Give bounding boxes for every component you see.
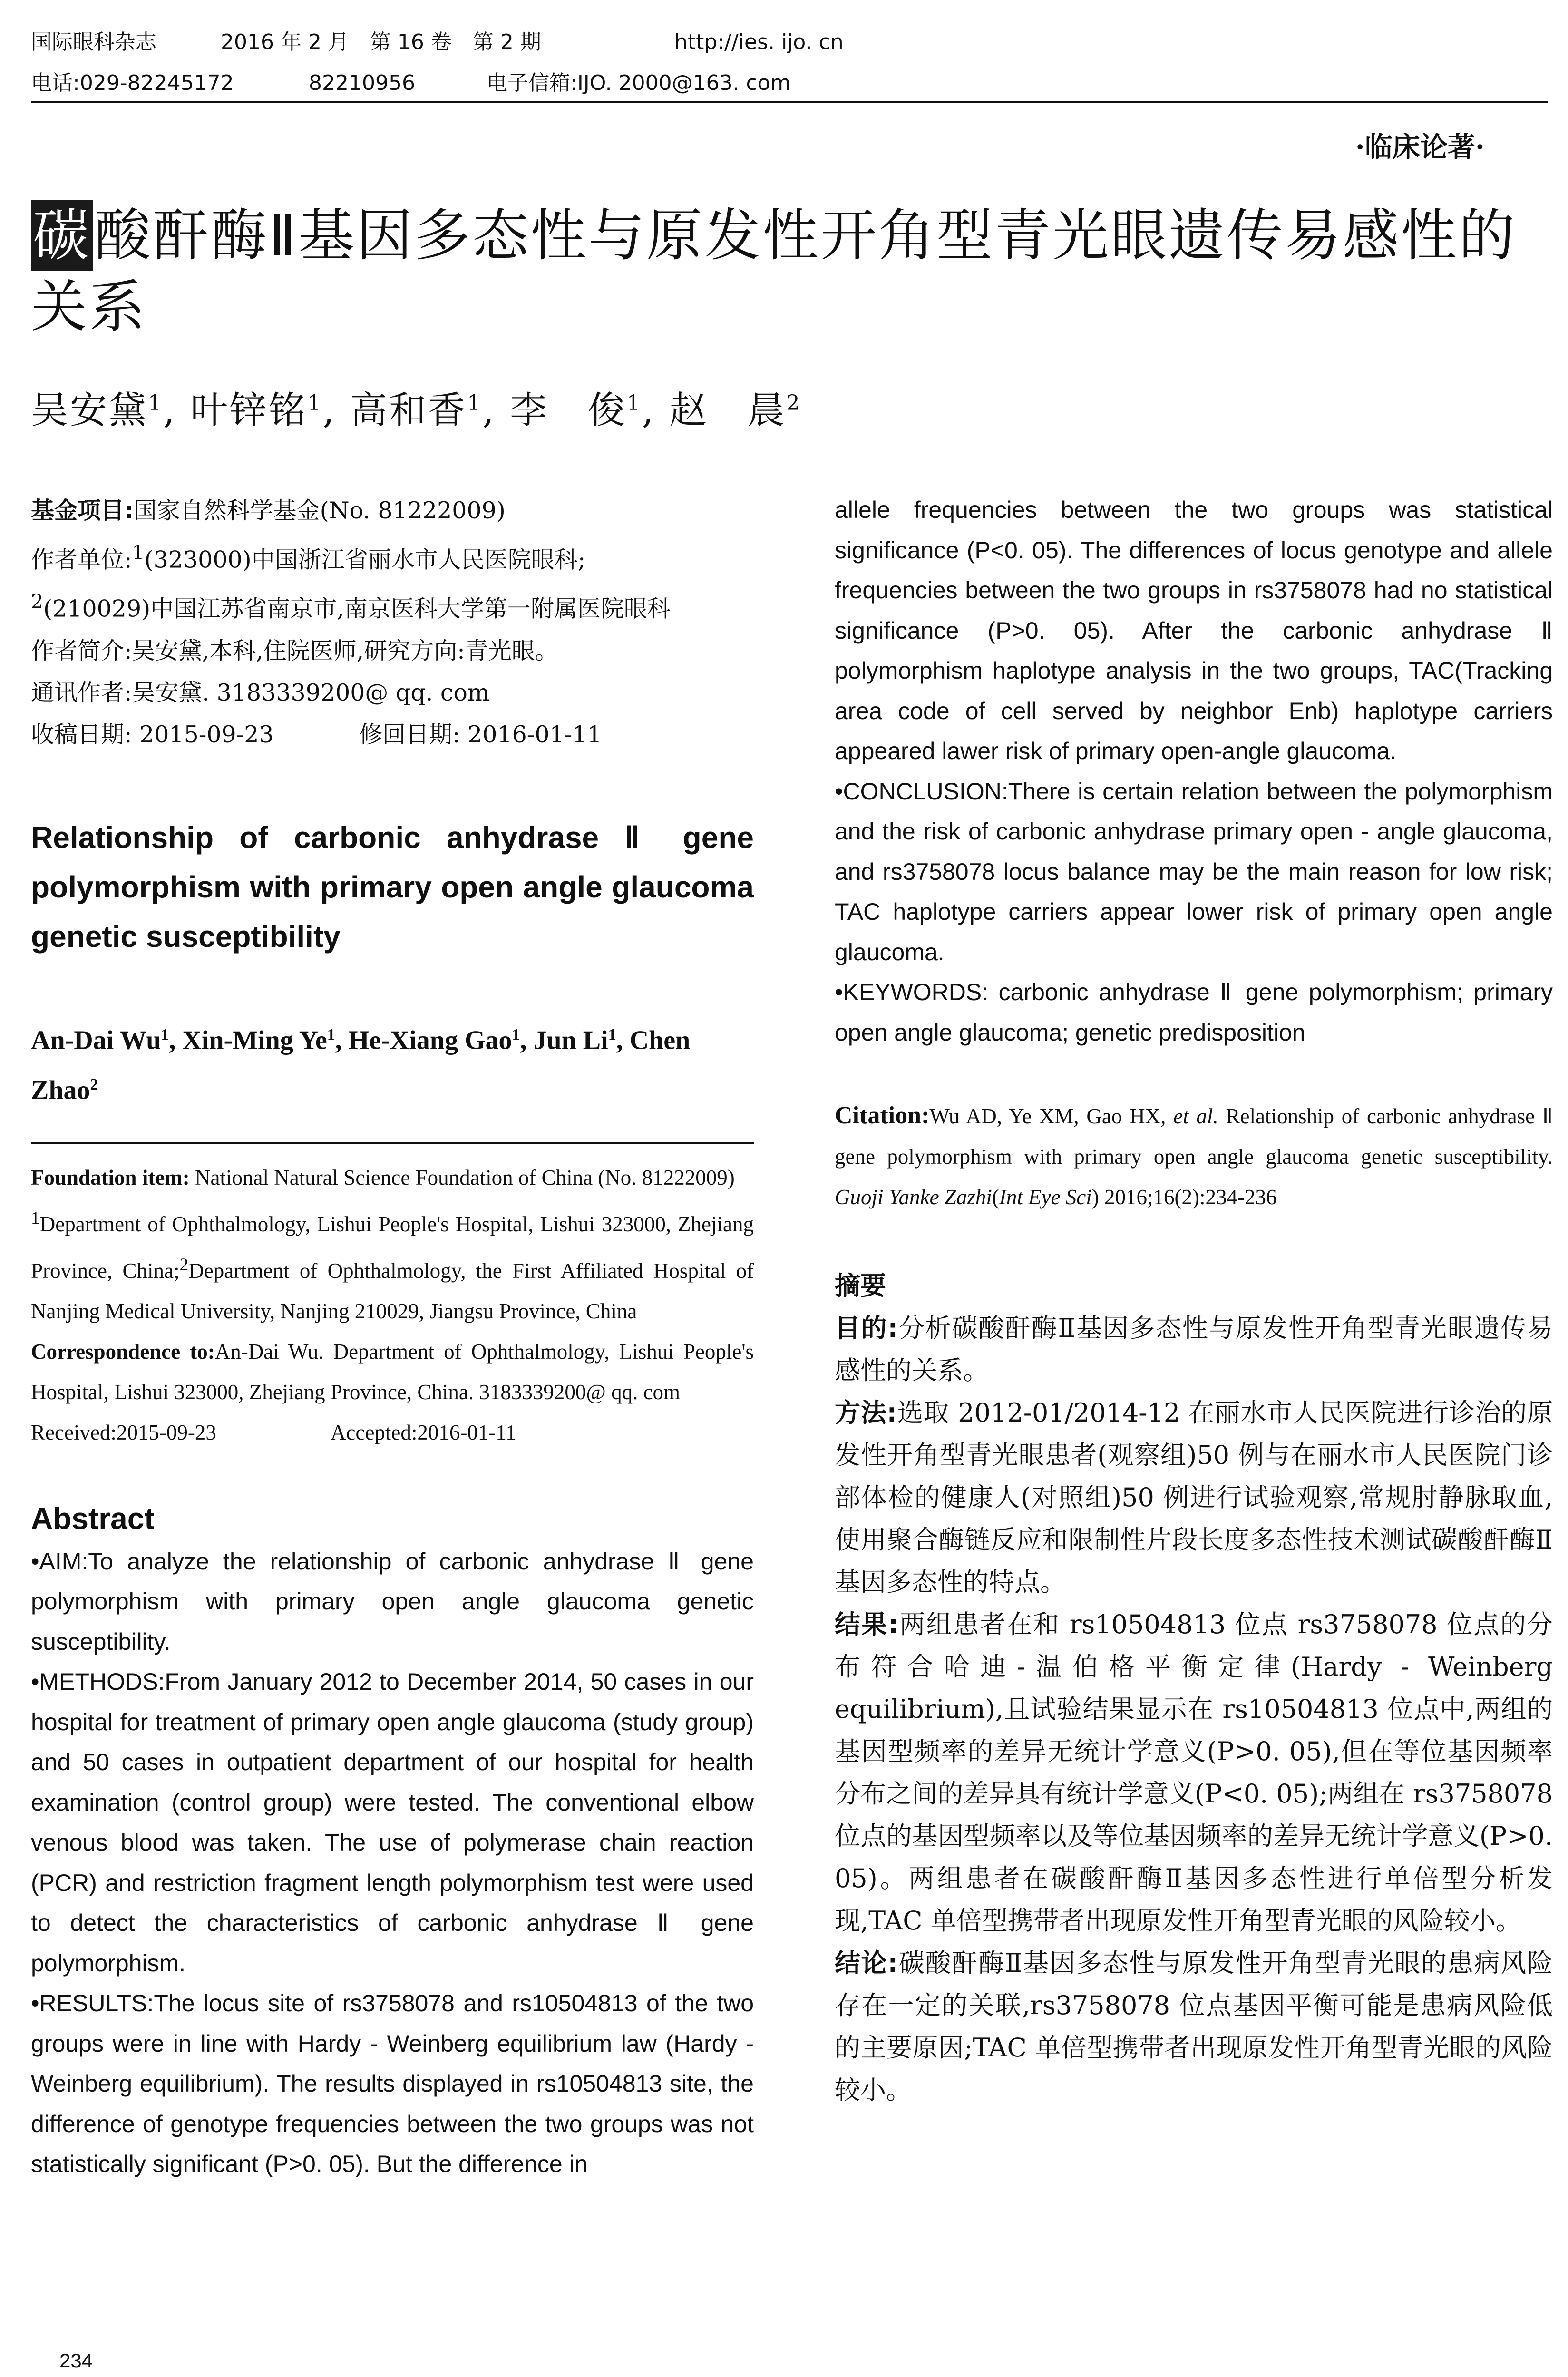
abstract-body-en (31, 1541, 754, 2184)
correspondence-en (31, 1332, 754, 1413)
phone: 电话:029-82245172 (31, 71, 234, 95)
running-header-line2 (31, 66, 791, 96)
corr-en-label: Correspondence to: (31, 1339, 215, 1364)
methods-label: •METHODS: (31, 1668, 165, 1695)
abstract-methods (31, 1662, 754, 1983)
meta-en (31, 1158, 754, 1453)
conclusion-text: There is certain relation between the polymorphism and the risk of carbonic anhydrase primary open - angle glaucoma, and rs3758078 locus balance may be the main reason for low risk; TAC haplotype carriers appear lower risk of primary open angle glaucoma. (835, 778, 1553, 965)
aim-text: To analyze the relationship of carbonic anhydrase Ⅱ gene polymorphism with primary open angle glaucoma genetic susceptibility. (31, 1548, 754, 1655)
abstract-aim (31, 1541, 754, 1662)
author-en-sup: 1 (161, 1025, 169, 1043)
citation-title: Relationship of carbonic anhydrase Ⅱ gene polymorphism with primary open angle glaucoma genetic susceptibility. (835, 1104, 1553, 1169)
aim-label: •AIM: (31, 1548, 88, 1575)
dates-cn (31, 714, 754, 756)
abstract-cn-heading: 摘要 (835, 1271, 886, 1301)
received-en: Received:2015-09-23 (31, 1420, 216, 1444)
journal-url[interactable]: http://ies. ijo. cn (674, 30, 844, 54)
author-en: An-Dai Wu (31, 1025, 161, 1055)
unit2-sup: 2 (31, 590, 43, 614)
section-tag: ·临床论著· (1355, 131, 1485, 163)
results-cn-label: 结果: (835, 1609, 899, 1639)
aff2-text: Department of Ophthalmology, the First Affiliated Hospital of Nanjing Medical University, Nanjing 210029, Jiangsu Province, China (31, 1258, 754, 1323)
author-cn-sup: 1 (626, 391, 642, 415)
title-cn (31, 200, 1553, 342)
foundation-cn (31, 490, 754, 532)
journal-name: 国际眼科杂志 (31, 30, 156, 54)
abstract-results (31, 1983, 754, 2184)
citation-pages: 2016;16(2):234-236 (1104, 1185, 1277, 1209)
keywords-label: •KEYWORDS: (835, 979, 989, 1005)
revised-cn: 修回日期: 2016-01-11 (359, 721, 602, 748)
abstract-cn-aim (835, 1307, 1553, 1392)
author-cn-sup: 2 (786, 391, 802, 415)
abstract-body-en-cont (835, 490, 1553, 1052)
bio-cn-text: 吴安黛,本科,住院医师,研究方向:青光眼。 (132, 637, 558, 664)
foundation-en-label: Foundation item: (31, 1165, 190, 1189)
author-cn-sup: 1 (307, 391, 323, 415)
citation-journal: Guoji Yanke Zazhi (835, 1185, 992, 1209)
author-en: He-Xiang Gao (348, 1025, 512, 1055)
abstract-cn-results (835, 1603, 1553, 1942)
abstract-cn-conclusion (835, 1942, 1553, 2111)
foundation-en (31, 1158, 754, 1198)
authors-divider (31, 1142, 754, 1144)
author-cn: 李 俊 (509, 389, 627, 432)
citation-etal: et al. (1173, 1104, 1218, 1128)
abstract-conclusion (835, 771, 1553, 973)
conclusion-cn-text: 碳酸酐酶Ⅱ基因多态性与原发性开角型青光眼的患病风险存在一定的关联,rs3758078 位点基因平衡可能是患病风险低的主要原因;TAC 单倍型携带者出现原发性开角型青光眼的风险较小。 (835, 1948, 1553, 2105)
author-cn: 赵 晨 (669, 389, 787, 432)
keywords-text: carbonic anhydrase Ⅱ gene polymorphism; primary open angle glaucoma; genetic predisposition (835, 979, 1553, 1046)
unit2-text: (210029)中国江苏省南京市,南京医科大学第一附属医院眼科 (43, 595, 671, 623)
received-cn: 收稿日期: 2015-09-23 (31, 721, 274, 748)
journal-email[interactable]: 电子信箱:IJO. 2000@163. com (487, 71, 791, 95)
abstract-keywords (835, 972, 1553, 1052)
results-label: •RESULTS: (31, 1990, 154, 2017)
author-en-sup: 1 (327, 1025, 335, 1043)
results-text: The locus site of rs3758078 and rs10504813 of the two groups were in line with Hardy - Weinberg equilibrium law (Hardy - Weinberg equilibrium). The results displayed in rs10504813 site, the difference of genotype frequencies between the two groups was not statistically significant (P>0. 05). But the difference in (31, 1990, 754, 2178)
corr-en-text: An-Dai Wu. Department of Ophthalmology, Lishui People's Hospital, Lishui 323000, Zhejiang Province, China. 3183339200@ qq. com (31, 1339, 754, 1404)
author-en-sup: 1 (608, 1025, 616, 1043)
author-en: Jun Li (533, 1025, 608, 1055)
citation: Citation:Wu AD, Ye XM, Gao HX, et al. Relationship of carbonic anhydrase Ⅱ gene polymorphism with primary open angle glaucoma genetic susceptibility. Guoji Yanke Zazhi(Int Eye Sci) 2016;16(2):234-236 (835, 1102, 1553, 1209)
title-en: Relationship of carbonic anhydrase Ⅱ gene polymorphism with primary open angle glaucoma genetic susceptibility (31, 820, 754, 954)
bio-cn-label: 作者简介: (31, 637, 132, 664)
corr-cn (31, 672, 754, 714)
corr-cn-text: 吴安黛. 3183339200@ qq. com (132, 679, 490, 706)
unit1-sup: 1 (132, 541, 145, 564)
corr-cn-label: 通讯作者: (31, 679, 132, 706)
unit-cn-label: 作者单位: (31, 546, 132, 574)
citation-journal-en: Int Eye Sci (999, 1185, 1092, 1209)
abstract-body-cn (835, 1307, 1553, 2111)
methods-cn-text: 选取 2012-01/2014-12 在丽水市人民医院进行诊治的原发性开角型青光眼患者(观察组)50 例与在丽水市人民医院门诊部体检的健康人(对照组)50 例进行试验观察,常规肘静脉取血,使用聚合酶链反应和限制性片段长度多态性技术测试碳酸酐酶Ⅱ基因多态性的特点。 (835, 1398, 1553, 1597)
abstract-heading: Abstract (31, 1501, 155, 1536)
unit-cn (31, 532, 754, 581)
accepted-en: Accepted:2016-01-11 (331, 1420, 516, 1444)
author-en: Chen Zhao (31, 1025, 691, 1105)
author-en-sup: 2 (90, 1076, 98, 1094)
author-cn-sup: 1 (148, 391, 164, 415)
author-en-sup: 1 (512, 1025, 520, 1043)
aff2-sup: 2 (179, 1255, 189, 1275)
left-column (31, 490, 754, 2184)
citation-label: Citation: (835, 1102, 930, 1129)
aim-cn-label: 目的: (835, 1313, 898, 1343)
phone-2: 82210956 (309, 71, 415, 95)
author-en: Xin-Ming Ye (182, 1025, 327, 1055)
author-cn: 叶锌铭 (190, 389, 308, 432)
issue-info: 2016 年 2 月 第 16 卷 第 2 期 (221, 30, 541, 54)
dates-en (31, 1413, 754, 1453)
author-cn: 吴安黛 (31, 389, 148, 432)
authors-cn: 吴安黛$^1$, 叶锌铭$^1$, 高和香$^1$, 李 俊$^1$, 赵 晨$^2$ (31, 389, 802, 432)
header-divider (31, 101, 1548, 103)
author-cn-sup: 1 (467, 391, 483, 415)
results-cn-text: 两组患者在和 rs10504813 位点 rs3758078 位点的分布符合哈迪-温伯格平衡定律(Hardy - Weinberg equilibrium),且试验结果显示在 rs10504813 位点中,两组的基因型频率的差异无统计学意义(P>0. 05),但在等位基因频率分布之间的差异具有统计学意义(P<0. 05);两组在 rs3758078 位点的基因型频率以及等位基因频率的差异无统计学意义(P>0. 05)。两组患者在碳酸酐酶Ⅱ基因多态性进行单倍型分析发现,TAC 单倍型携带者出现原发性开角型青光眼的风险较小。 (835, 1609, 1553, 1936)
methods-cn-label: 方法: (835, 1398, 897, 1428)
page-number: 234 (59, 2349, 93, 2372)
aim-cn-text: 分析碳酸酐酶Ⅱ基因多态性与原发性开角型青光眼遗传易感性的关系。 (835, 1313, 1553, 1385)
right-column (835, 490, 1553, 2111)
aff1-text: Department of Ophthalmology, Lishui People's Hospital, Lishui 323000, Zhejiang Province, China; (31, 1212, 754, 1283)
meta-cn (31, 490, 754, 756)
foundation-cn-label: 基金项目: (31, 497, 134, 524)
unit2-cn (31, 581, 754, 630)
abstract-cn-methods (835, 1392, 1553, 1603)
abstract-results-cont: allele frequencies between the two groups was statistical significance (P<0. 05). The differences of locus genotype and allele frequencies between the two groups in rs3758078 had no statistical significance (P>0. 05). After the carbonic anhydrase Ⅱ polymorphism haplotype analysis in the two groups, TAC(Tracking area code of cell served by neighbor Enb) haplotype carriers appeared lawer risk of primary open-angle glaucoma. (835, 497, 1553, 764)
citation-authors: Wu AD, Ye XM, Gao HX, (929, 1104, 1166, 1128)
methods-text: From January 2012 to December 2014, 50 cases in our hospital for treatment of primary open angle glaucoma (study group) and 50 cases in outpatient department of our hospital for health examination (control group) were tested. The conventional elbow venous blood was taken. The use of polymerase chain reaction (PCR) and restriction fragment length polymorphism test were used to detect the characteristics of carbonic anhydrase Ⅱ gene polymorphism. (31, 1668, 754, 1977)
conclusion-cn-label: 结论: (835, 1948, 898, 1978)
affiliation-en (31, 1198, 754, 1332)
conclusion-label: •CONCLUSION: (835, 778, 1008, 805)
aff1-sup: 1 (31, 1208, 40, 1228)
foundation-cn-text: 国家自然科学基金(No. 81222009) (133, 497, 506, 524)
running-header-line1 (31, 25, 844, 55)
unit1-text: (323000)中国浙江省丽水市人民医院眼科; (144, 546, 586, 574)
author-cn: 高和香 (350, 389, 467, 432)
bio-cn (31, 630, 754, 672)
authors-en: An-Dai Wu$^1$, Xin-Ming Ye$^1$, He-Xiang Gao$^1$, Jun Li$^1$, Chen Zhao$^2$ (31, 1025, 691, 1105)
title-drop-char: 碳 (31, 200, 93, 271)
title-cn-text: 酸酐酶Ⅱ基因多态性与原发性开角型青光眼遗传易感性的关系 (31, 203, 1517, 340)
foundation-en-text: National Natural Science Foundation of China (No. 81222009) (195, 1165, 735, 1189)
